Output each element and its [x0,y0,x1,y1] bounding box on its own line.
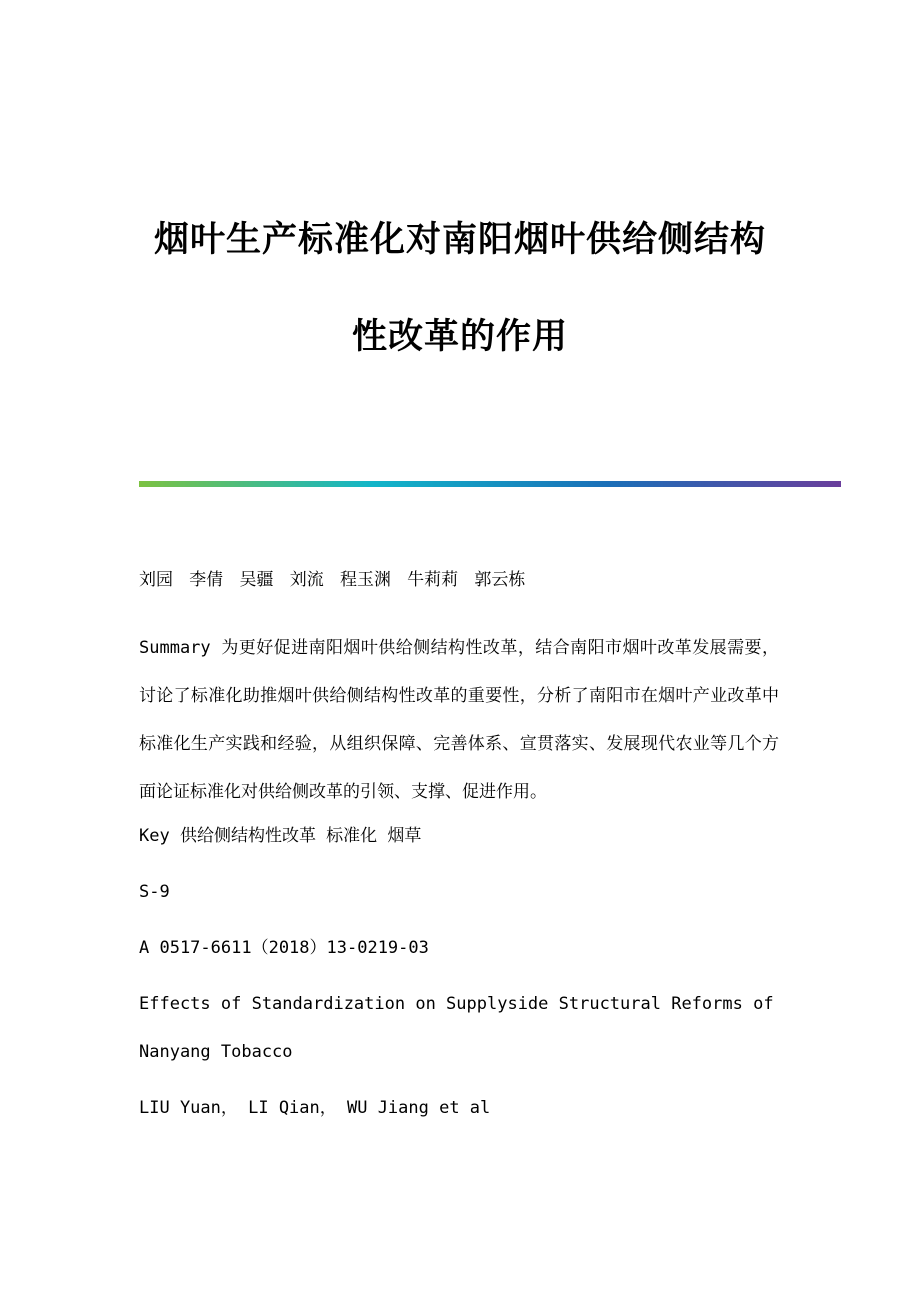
title-divider [139,481,841,487]
summary-paragraph: Summary 为更好促进南阳烟叶供给侧结构性改革，结合南阳市烟叶改革发展需要，讨论了标准化助推烟叶供给侧结构性改革的重要性，分析了南阳市在烟叶产业改革中标准化生产实践和经验，从组织保障、完善体系、宣贯落实、发展现代农业等几个方面论证标准化对供给侧改革的引领、支撑、促进作用。 [139,638,779,802]
page-title-line-2: 性改革的作用 [351,317,568,357]
author-list: 刘园 李倩 吴疆 刘流 程玉渊 牛莉莉 郭云栋 [139,570,526,590]
classification-number: S-9 [139,882,170,902]
page-title-line-1: 烟叶生产标准化对南阳烟叶供给侧结构 [153,220,766,260]
document-code: A 0517-6611（2018）13-0219-03 [139,938,429,958]
english-author-list: LIU Yuan， LI Qian， WU Jiang et al [139,1098,491,1118]
english-title-line-2: Nanyang Tobacco [139,1042,293,1062]
english-title-line-1: Effects of Standardization on Supplyside Structural Reforms of [139,994,774,1014]
keywords-line: Key 供给侧结构性改革 标准化 烟草 [139,826,422,846]
